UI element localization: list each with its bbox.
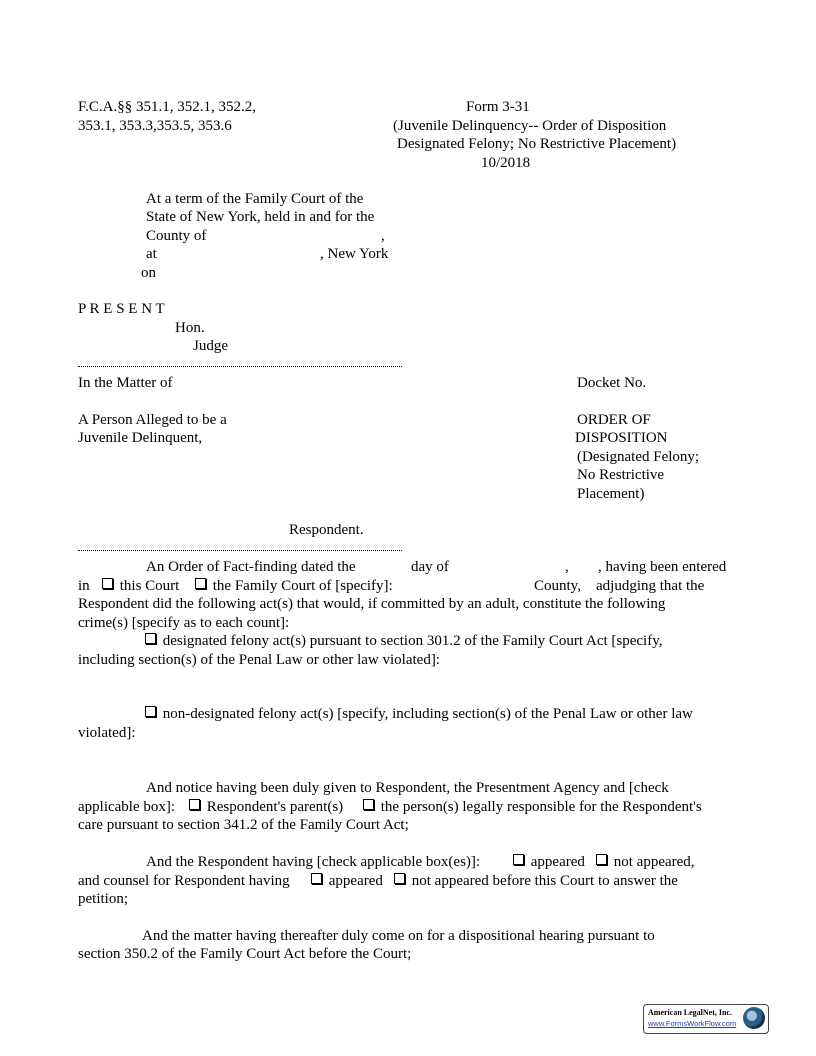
counsel-appeared-option[interactable]	[309, 872, 383, 890]
non-designated-felony-checkbox[interactable]	[145, 706, 156, 717]
counsel-text: and counsel for Respondent having	[78, 873, 290, 889]
court-line-2: State of New York, held in and for the	[146, 209, 375, 225]
crimes-specify-text: crime(s) [specify as to each count]:	[78, 615, 290, 631]
parents-label: Respondent's parent(s)	[206, 799, 344, 815]
respondent-appeared-label: appeared	[530, 854, 585, 870]
counsel-not-appeared-checkbox[interactable]	[394, 873, 405, 884]
order-title-line-4: No Restrictive	[577, 467, 665, 483]
respondent-not-appeared-label: not appeared,	[613, 854, 695, 870]
form-title-line-1: (Juvenile Delinquency-- Order of Disposition	[393, 118, 667, 134]
respondent-appeared-checkbox[interactable]	[513, 854, 524, 865]
caption-divider-bottom	[78, 550, 402, 551]
logo-url-link[interactable]: www.FormsWorkFlow.com	[648, 1019, 737, 1028]
judge-label: Judge	[193, 338, 228, 354]
on-label: on	[141, 265, 156, 281]
non-designated-felony-label: non-designated felony act(s) [specify, including section(s) of the Penal Law or other law	[162, 706, 693, 722]
order-title-line-3: (Designated Felony;	[577, 449, 700, 465]
form-title-line-2: Designated Felony; No Restrictive Placement)	[397, 136, 677, 152]
fact-finding-text: An Order of Fact-finding dated the	[146, 559, 356, 575]
dispositional-hearing-text: And the matter having thereafter duly come on for a dispositional hearing pursuant to	[142, 928, 655, 944]
designated-felony-continued: including section(s) of the Penal Law or other law violated]:	[78, 652, 440, 668]
matter-label: In the Matter of	[78, 375, 173, 391]
this-court-option[interactable]	[100, 577, 179, 595]
this-court-label: this Court	[119, 578, 180, 594]
docket-label: Docket No.	[577, 375, 647, 391]
person-line-2: Juvenile Delinquent,	[78, 430, 203, 446]
caption-divider-top	[78, 366, 402, 367]
counsel-not-appeared-option[interactable]	[392, 872, 678, 890]
globe-seal-icon	[743, 1007, 765, 1029]
respondent-appeared-option[interactable]	[511, 853, 585, 871]
respondent-label: Respondent.	[289, 522, 364, 538]
date-comma: ,	[565, 559, 569, 575]
counsel-not-appeared-label: not appeared before this Court to answer the	[411, 873, 678, 889]
counsel-appeared-label: appeared	[328, 873, 383, 889]
designated-felony-option[interactable]	[143, 632, 663, 650]
designated-felony-checkbox[interactable]	[145, 633, 156, 644]
in-label: in	[78, 578, 90, 594]
non-designated-felony-continued: violated]:	[78, 725, 136, 741]
notice-applicable-label: applicable box]:	[78, 799, 176, 815]
respondent-appearance-text: And the Respondent having [check applicable box(es)]:	[146, 854, 481, 870]
entered-text: , having been entered	[598, 559, 727, 575]
petition-text: petition;	[78, 891, 128, 907]
responsible-persons-checkbox[interactable]	[363, 799, 374, 810]
family-court-label: the Family Court of [specify]:	[212, 578, 393, 594]
hon-label: Hon.	[175, 320, 205, 336]
designated-felony-label: designated felony act(s) pursuant to section 301.2 of the Family Court Act [specify,	[162, 633, 663, 649]
day-of-label: day of	[411, 559, 449, 575]
family-court-option[interactable]	[193, 577, 393, 595]
adjudging-text: adjudging that the	[596, 578, 705, 594]
county-text: County,	[534, 578, 581, 594]
logo-company-name: American LegalNet, Inc.	[648, 1008, 732, 1017]
court-line-1: At a term of the Family Court of the	[146, 191, 364, 207]
form-number: Form 3-31	[466, 99, 530, 115]
responsible-persons-label: the person(s) legally responsible for the Respondent's	[380, 799, 702, 815]
present-label: P R E S E N T	[78, 301, 165, 317]
parents-checkbox[interactable]	[189, 799, 200, 810]
at-label: at	[146, 246, 157, 262]
dispositional-hearing-continued: section 350.2 of the Family Court Act before the Court;	[78, 946, 412, 962]
county-comma: ,	[381, 228, 385, 244]
county-label: County of	[146, 228, 207, 244]
statute-line-2: 353.1, 353.3,353.5, 353.6	[78, 118, 232, 134]
respondent-acts-text: Respondent did the following act(s) that would, if committed by an adult, constitute the following	[78, 596, 666, 612]
order-title-line-5: Placement)	[577, 486, 645, 502]
form-date: 10/2018	[481, 155, 531, 171]
respondent-not-appeared-option[interactable]	[594, 853, 695, 871]
order-title-line-2: DISPOSITION	[575, 430, 668, 446]
this-court-checkbox[interactable]	[102, 578, 113, 589]
respondent-not-appeared-checkbox[interactable]	[596, 854, 607, 865]
non-designated-felony-option[interactable]	[143, 705, 693, 723]
notice-care-text: care pursuant to section 341.2 of the Family Court Act;	[78, 817, 409, 833]
parents-option[interactable]	[187, 798, 343, 816]
statute-line-1: F.C.A.§§ 351.1, 352.1, 352.2,	[78, 99, 256, 115]
counsel-appeared-checkbox[interactable]	[311, 873, 322, 884]
responsible-persons-option[interactable]	[361, 798, 702, 816]
order-title-line-1: ORDER OF	[577, 412, 651, 428]
notice-text: And notice having been duly given to Respondent, the Presentment Agency and [check	[146, 780, 669, 796]
person-line-1: A Person Alleged to be a	[78, 412, 227, 428]
family-court-checkbox[interactable]	[195, 578, 206, 589]
american-legalnet-logo[interactable]	[643, 1004, 769, 1034]
new-york-label: , New York	[320, 246, 389, 262]
